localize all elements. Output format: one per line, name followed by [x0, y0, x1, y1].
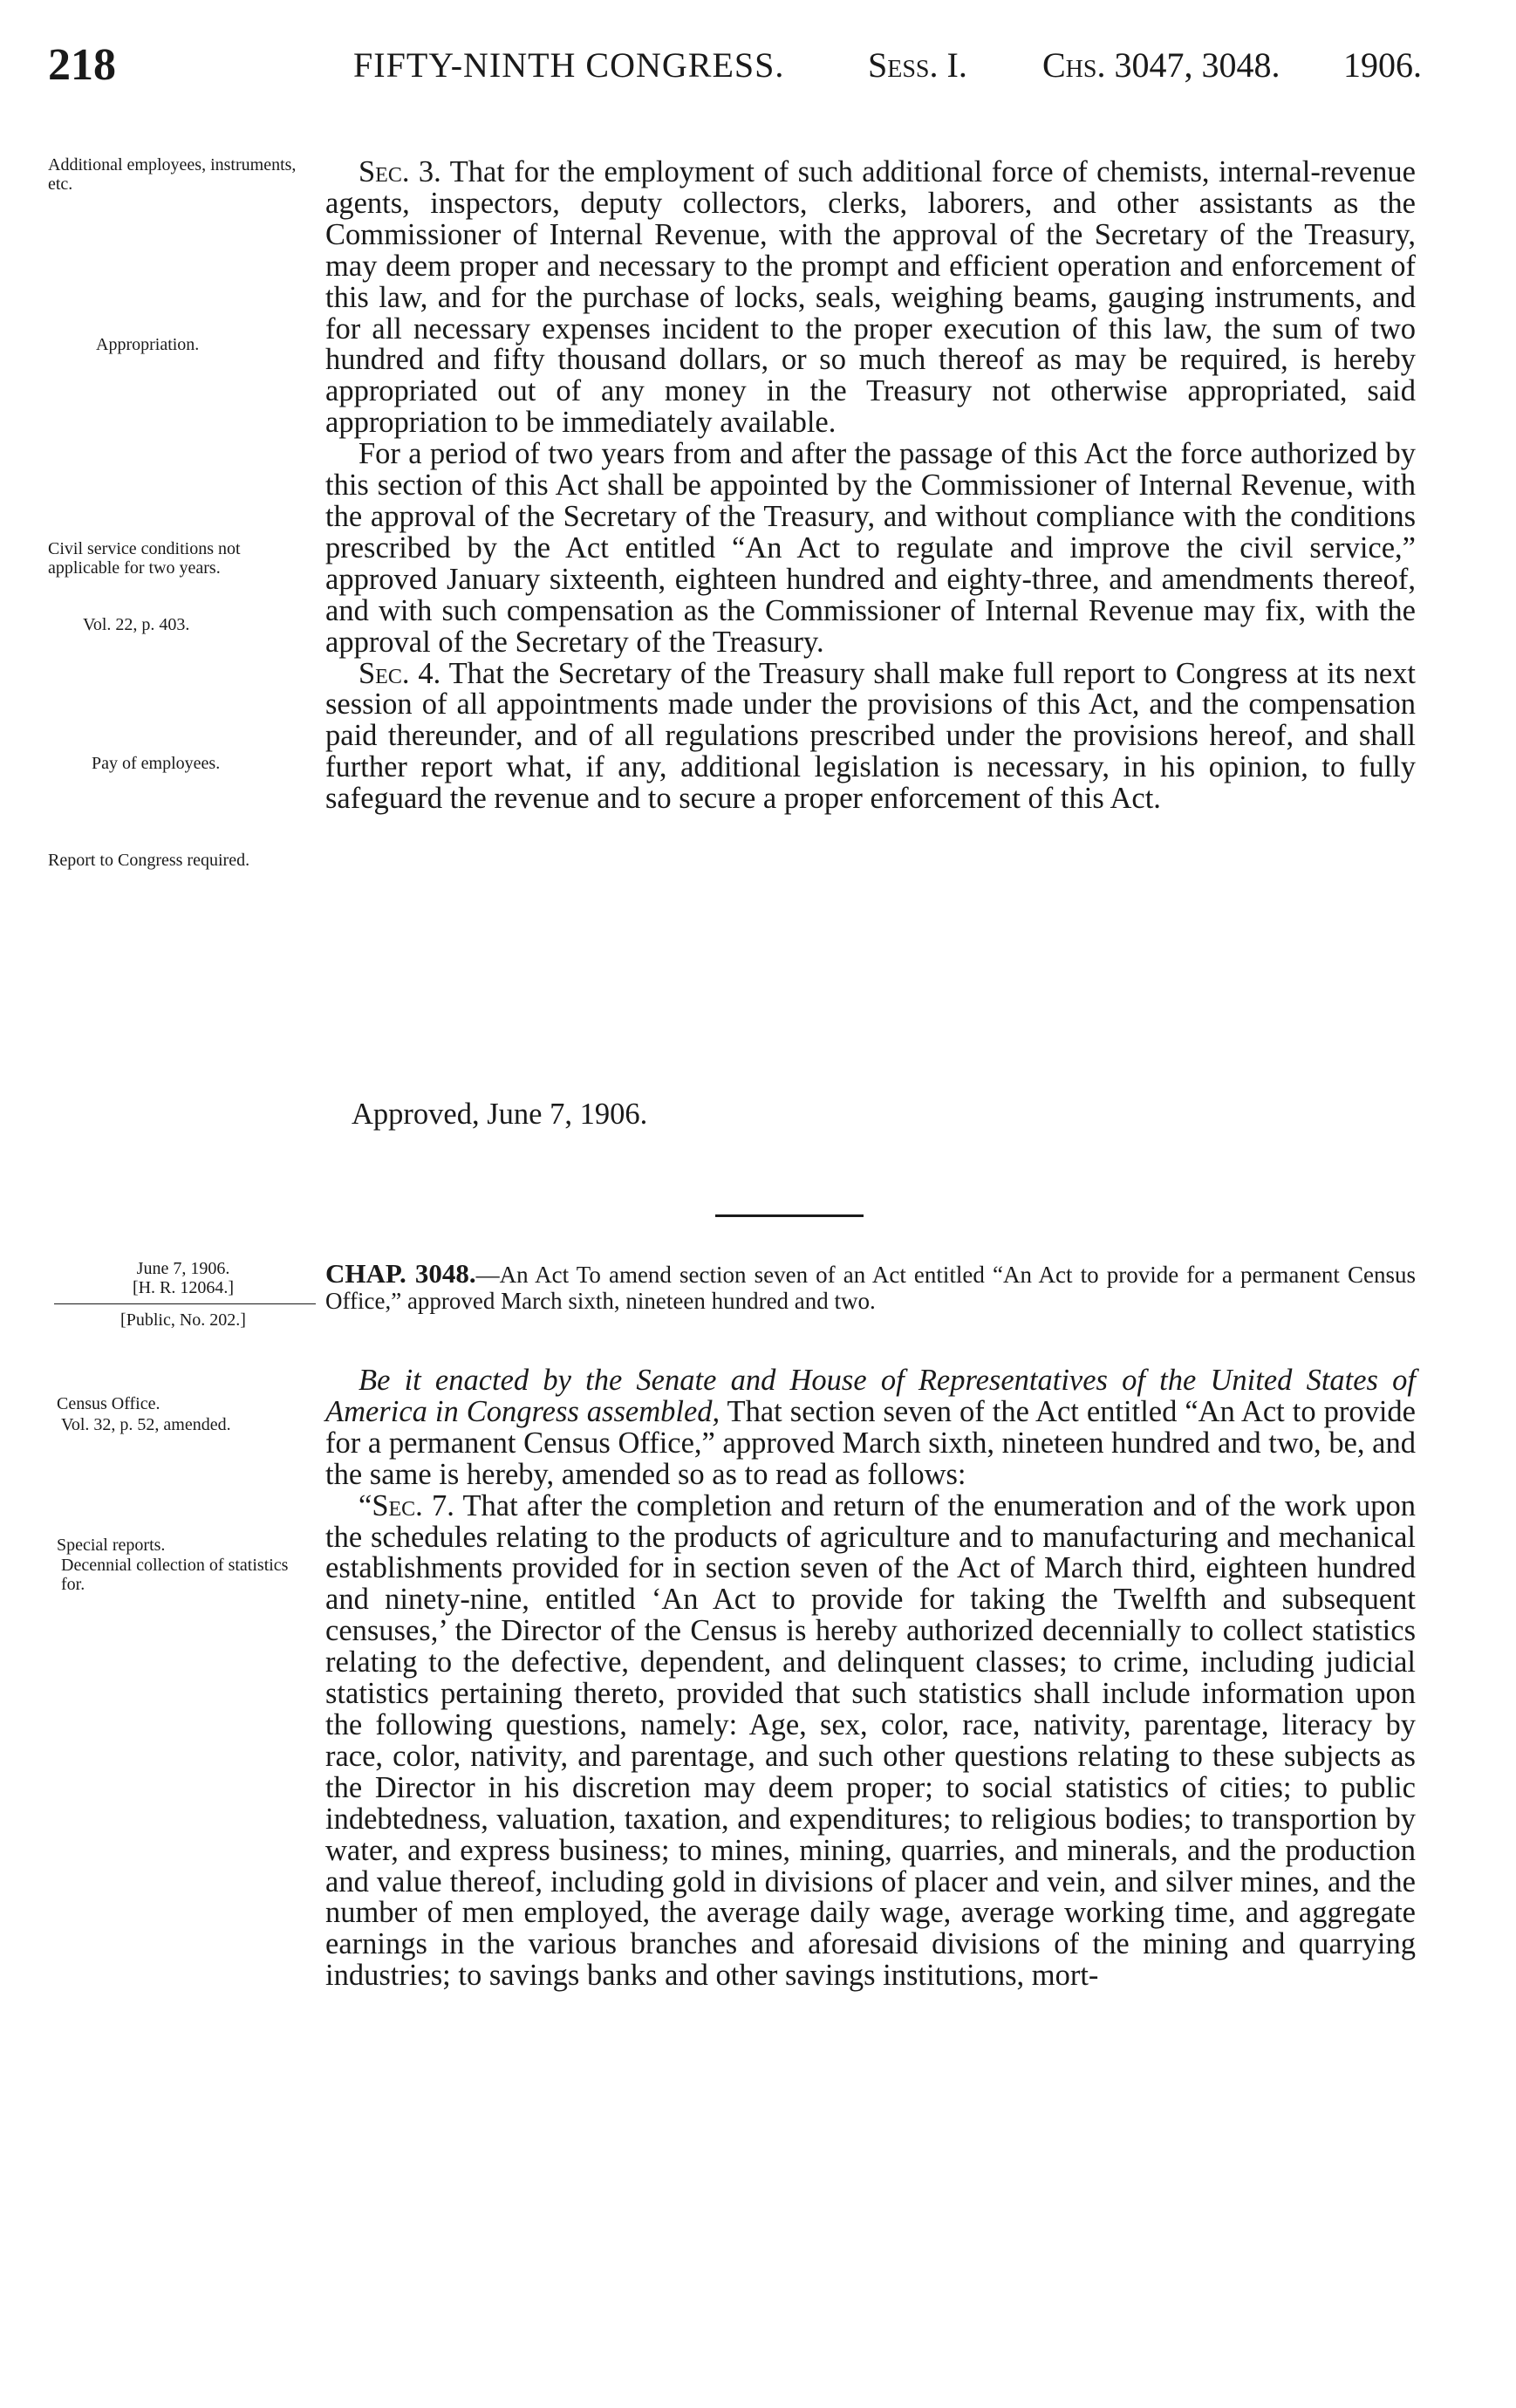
- margin-note-civil-service-ref: Vol. 22, p. 403.: [83, 615, 190, 634]
- margin-date-bill: [48, 1259, 318, 1297]
- margin-note-appropriation: Appropriation.: [96, 335, 200, 354]
- margin-bill-number: [H. R. 12064.]: [132, 1278, 235, 1297]
- page-number: 218: [48, 40, 116, 90]
- enacting-formula: Be it enacted by the Senate and House of Representatives of the United States of America in Congress assembled,: [325, 1364, 1416, 1428]
- section-7-text: That after the completion and return of the enumeration and of the work upon the schedules relating to the products of agriculture and to manufacturing and mechanical establishments provided for in section seven of the Act of March third, eighteen hundred and ninety-nine, entitled ‘An Act to provide for taking the Twelfth and subsequent censuses,’ the Director of the Census is hereby authorized decennially to collect statistics relating to the defective, dependent, and delinquent classes; to crime, including judicial statistics pertaining thereto, provided that such statistics shall include information upon the following questions, namely: Age, sex, color, race, nativity, parentage, literacy by race, color, nativity, and parentage, and such other questions relating to these subjects as the Director in his discretion may deem proper; to social statistics of cities; to public indebtedness, valuation, taxation, and expenditures; to religious bodies; to transportion by water, and express business; to mines, mining, quarries, and minerals, and the production and value thereof, including gold in divisions of placer and vein, and silver mines, and the number of men employed, the average daily wage, average working time, and aggregate earnings in the various branches and aforesaid divisions of the mining and quarrying industries; to savings banks and other savings institutions, mort-: [325, 1488, 1416, 1993]
- section-4-text: That the Secretary of the Treasury shall make full report to Congress at its next session of all appointments made under the provisions of this Act, and the compensation paid thereunder, and of all regulations prescribed under the provisions hereof, and shall further report what, if any, additional legislation is necessary, in his opinion, to fully safeguard the revenue and to secure a proper enforcement of this Act.: [325, 656, 1416, 816]
- act-text-lower: [325, 1365, 1416, 1992]
- enacting-clause: [325, 1365, 1416, 1491]
- section-4-paragraph: [325, 656, 1416, 816]
- enacting-text: That section seven of the Act entitled “An Act to provide for a permanent Census Office,” approved March sixth, nineteen hundred and two, be, and the same is hereby, amended so as to read as follows:: [325, 1394, 1416, 1491]
- page-header: [48, 39, 1422, 92]
- margin-note-decennial: Decennial collection of statistics for.: [61, 1556, 289, 1594]
- chapter-3048-title: [325, 1258, 1416, 1314]
- header-year: 1906.: [1343, 45, 1422, 85]
- section-3-label: Sec. 3.: [359, 155, 441, 188]
- margin-public-law: [Public, No. 202.]: [120, 1310, 246, 1330]
- chapter-title-text: —An Act To amend section seven of an Act entitled “An Act to provide for a permanent Census Office,” approved March sixth, nineteen hundred and two.: [325, 1262, 1416, 1314]
- running-title: FIFTY-NINTH CONGRESS.: [353, 45, 785, 85]
- margin-note-report: Report to Congress required.: [48, 851, 250, 870]
- chapter-label: CHAP. 3048.: [325, 1258, 476, 1289]
- margin-note-census-ref: Vol. 32, p. 52, amended.: [61, 1415, 231, 1434]
- approval-line: Approved, June 7, 1906.: [352, 1098, 648, 1131]
- section-divider: [715, 1214, 864, 1217]
- section-4-label: Sec. 4.: [359, 656, 441, 690]
- margin-note-civil-service: Civil service conditions not applicable for two years.: [48, 539, 241, 578]
- margin-note-additional: Additional employees, instruments, etc.: [48, 155, 297, 194]
- section-7-paragraph: [325, 1488, 1416, 1993]
- act-text-upper: [325, 157, 1416, 815]
- section-3-text: That for the employment of such additional force of chemists, internal-revenue agents, inspectors, deputy collectors, clerks, laborers, and other assistants as the Commissioner of Internal Revenue, with the approval of the Secretary of the Treasury, may deem proper and necessary to the prompt and efficient operation and enforcement of this law, and for the purchase of locks, seals, weighing beams, gauging instruments, and for all necessary expenses incident to the proper execution of this law, the sum of two hundred and fifty thousand dollars, or so much thereof as may be required, is hereby appropriated out of any money in the Treasury not otherwise appropriated, said appropriation to be immediately available.: [325, 155, 1416, 440]
- margin-note-special: Special reports.: [57, 1536, 166, 1555]
- session-label: Sess. I.: [868, 45, 967, 85]
- margin-note-census: Census Office.: [57, 1394, 160, 1413]
- chapters-label: Chs. 3047, 3048.: [1042, 45, 1280, 85]
- margin-date: June 7, 1906.: [136, 1259, 230, 1278]
- margin-note-pay: Pay of employees.: [92, 754, 221, 773]
- section-3-second-paragraph: For a period of two years from and after the passage of this Act the force authorized by this section of this Act shall be appointed by the Commissioner of Internal Revenue, with the approval of the Secretary of the Treasury, and without compliance with the conditions prescribed by the Act entitled “An Act to regulate and improve the civil service,” approved January sixteenth, eighteen hundred and eighty-three, and amendments thereof, and with such compensation as the Commissioner of Internal Revenue may fix, with the approval of the Secretary of the Treasury.: [325, 437, 1416, 659]
- section-3-paragraph: [325, 157, 1416, 439]
- margin-divider: [54, 1303, 316, 1304]
- section-7-label: “Sec. 7.: [359, 1488, 454, 1522]
